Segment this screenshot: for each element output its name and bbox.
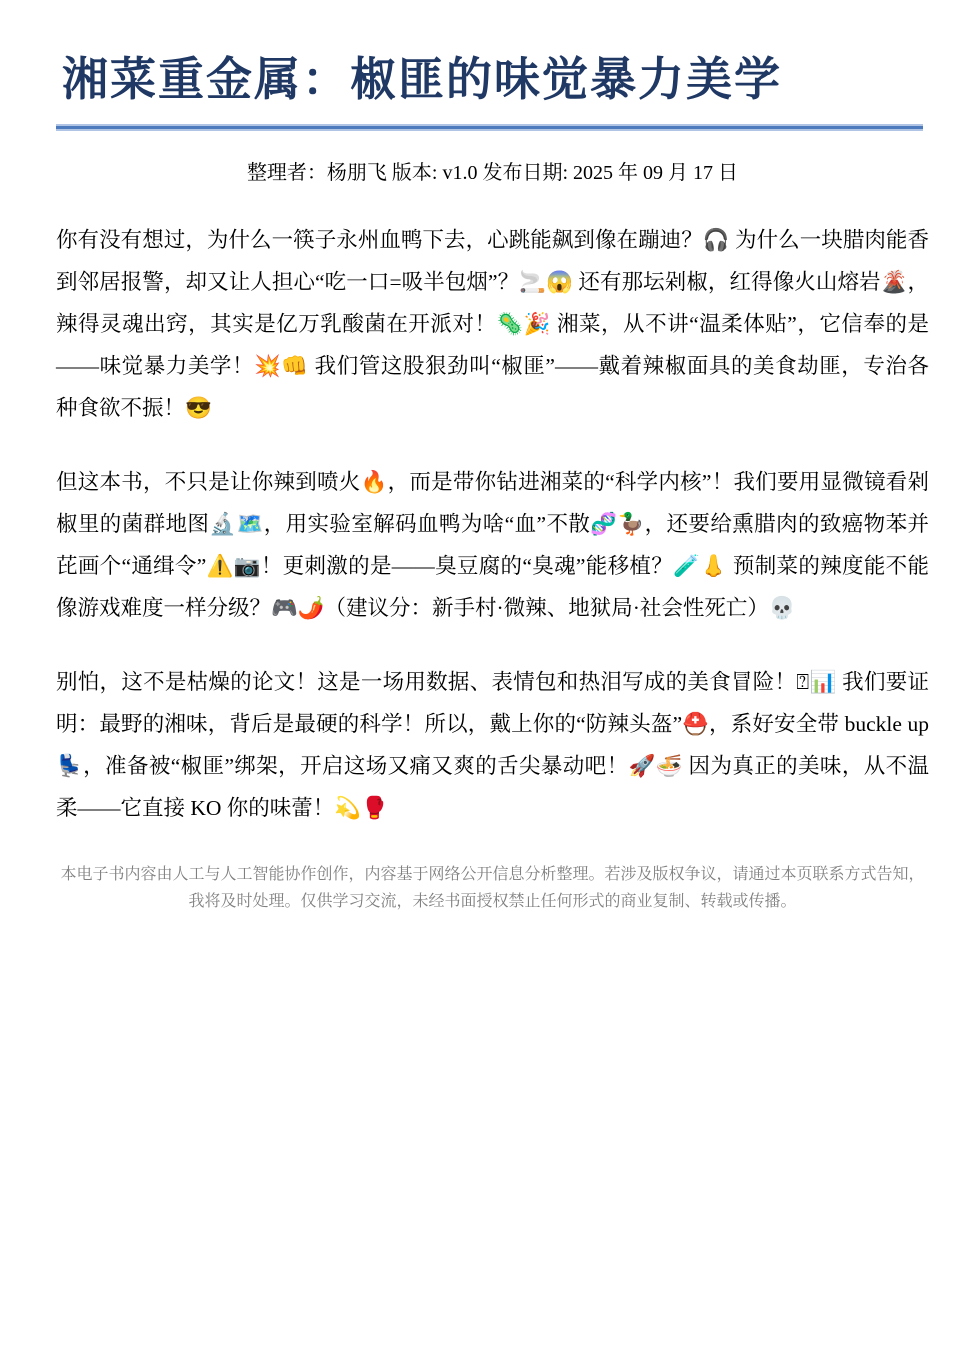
- byline: 整理者：杨朋飞 版本: v1.0 发布日期: 2025 年 09 月 17 日: [246, 161, 739, 184]
- paragraph-intro: 你有没有想过，为什么一筷子永州血鸭下去，心跳能飙到像在蹦迪？🎧 为什么一块腊肉能香到邻居报警，却又让人担心“吃一口=吸半包烟”？🚬😱 还有那坛剁椒，红得像火山熔岩🌋，辣得灵魂出窍，其实是亿万乳酸菌在开派对！🦠🎉 湘菜，从不讲“温柔体贴”，它信奉的是——味觉暴力美学！💥👊 我们管这股狠劲叫“椒匪”——戴着辣椒面具的美食劫匪，专治各种食欲不振！😎: [56, 227, 929, 420]
- footer-disclaimer: 本电子书内容由人工与人工智能协作创作，内容基于网络公开信息分析整理。若涉及版权争议，请通过本页联系方式告知，我将及时处理。仅供学习交流，未经书面授权禁止任何形式的商业复制、转载或传播。: [60, 865, 925, 910]
- page-title: 湘菜重金属：椒匪的味觉暴力美学: [62, 53, 782, 105]
- paragraph-adventure: 别怕，这不是枯燥的论文！这是一场用数据、表情包和热泪写成的美食冒险！⍰📊 我们要证明：最野的湘味，背后是最硬的科学！所以，戴上你的“防辣头盔”⛑️，系好安全带 buckle up 💺，准备被“椒匪”绑架，开启这场又痛又爽的舌尖暴动吧！🚀🍜 因为真正的美味，从不温柔——它直接 KO 你的味蕾！💫🥊: [56, 669, 929, 820]
- title-divider-rule: [56, 124, 923, 131]
- paragraph-science: 但这本书，不只是让你辣到喷火🔥，而是带你钻进湘菜的“科学内核”！我们要用显微镜看剁椒里的菌群地图🔬🗺️，用实验室解码血鸭为啥“血”不散🧬🦆，还要给熏腊肉的致癌物苯并芘画个“通缉令”⚠️📷！更刺激的是——臭豆腐的“臭魂”能移植？🧪👃 预制菜的辣度能不能像游戏难度一样分级？🎮🌶️（建议分：新手村·微辣、地狱局·社会性死亡）💀: [56, 469, 929, 620]
